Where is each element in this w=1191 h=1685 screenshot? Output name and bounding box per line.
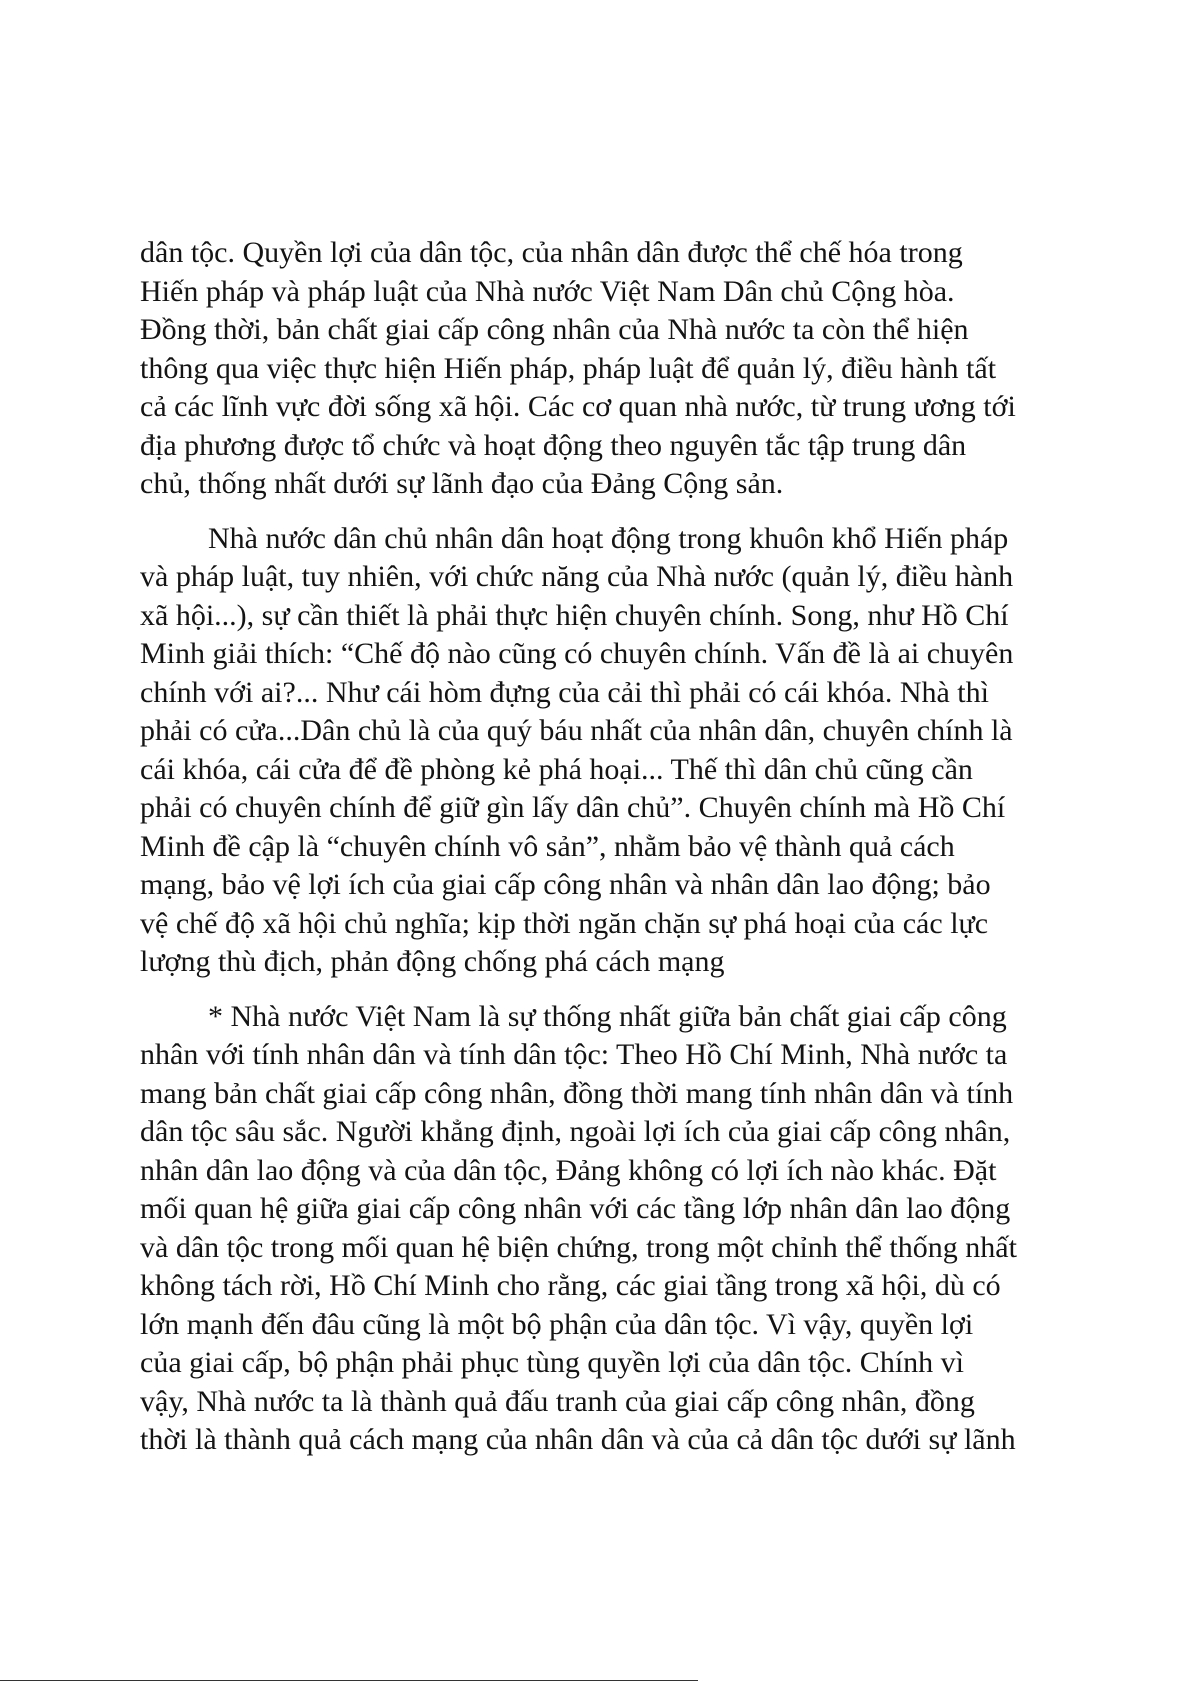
text-line: chính với ai?... Như cái hòm đựng của cải thì phải có cái khóa. Nhà thì <box>140 675 989 709</box>
text-line: Hiến pháp và pháp luật của Nhà nước Việt Nam Dân chủ Cộng hòa. <box>140 274 955 308</box>
text-line: vậy, Nhà nước ta là thành quả đấu tranh của giai cấp công nhân, đồng <box>140 1384 975 1418</box>
text-line: mạng, bảo vệ lợi ích của giai cấp công nhân và nhân dân lao động; bảo <box>140 868 991 901</box>
paragraph-1 <box>140 234 1060 504</box>
text-line: xã hội...), sự cần thiết là phải thực hiện chuyên chính. Song, như Hồ Chí <box>140 598 1009 632</box>
text-line: vệ chế độ xã hội chủ nghĩa; kịp thời ngăn chặn sự phá hoại của các lực <box>140 906 989 940</box>
text-line: nhân với tính nhân dân và tính dân tộc: Theo Hồ Chí Minh, Nhà nước ta <box>140 1038 1008 1071</box>
text-line: và dân tộc trong mối quan hệ biện chứng, trong một chỉnh thể thống nhất <box>140 1230 1017 1264</box>
paragraph-spacer <box>140 504 1060 520</box>
text-line: cả các lĩnh vực đời sống xã hội. Các cơ quan nhà nước, từ trung ương tới <box>140 390 1016 423</box>
text-line: mang bản chất giai cấp công nhân, đồng thời mang tính nhân dân và tính <box>140 1076 1014 1110</box>
text-line: dân tộc sâu sắc. Người khẳng định, ngoài lợi ích của giai cấp công nhân, <box>140 1115 1011 1148</box>
text-line: địa phương được tổ chức và hoạt động theo nguyên tắc tập trung dân <box>140 428 967 462</box>
text-line: phải có cửa...Dân chủ là của quý báu nhất của nhân dân, chuyên chính là <box>140 714 1013 747</box>
text-line: * Nhà nước Việt Nam là sự thống nhất giữa bản chất giai cấp công <box>208 999 1007 1033</box>
paragraph-3 <box>140 998 1060 1460</box>
text-line: thông qua việc thực hiện Hiến pháp, pháp luật để quản lý, điều hành tất <box>140 351 997 385</box>
footer-divider-segment <box>596 1680 698 1681</box>
text-line: nhân dân lao động và của dân tộc, Đảng không có lợi ích nào khác. Đặt <box>140 1153 997 1187</box>
text-line: Nhà nước dân chủ nhân dân hoạt động trong khuôn khổ Hiến pháp <box>208 521 1009 555</box>
body-text <box>140 234 1060 1460</box>
text-line: không tách rời, Hồ Chí Minh cho rằng, các giai tầng trong xã hội, dù có <box>140 1269 1001 1302</box>
text-line: phải có chuyên chính để giữ gìn lấy dân chủ”. Chuyên chính mà Hồ Chí <box>140 791 1006 824</box>
text-line: lớn mạnh đến đâu cũng là một bộ phận của dân tộc. Vì vậy, quyền lợi <box>140 1307 974 1341</box>
paragraph-2 <box>140 520 1060 982</box>
text-line: Minh giải thích: “Chế độ nào cũng có chuyên chính. Vấn đề là ai chuyên <box>140 637 1014 670</box>
text-line: dân tộc. Quyền lợi của dân tộc, của nhân dân được thể chế hóa trong <box>140 236 963 269</box>
text-line: và pháp luật, tuy nhiên, với chức năng của Nhà nước (quản lý, điều hành <box>140 560 1014 593</box>
text-line: Đồng thời, bản chất giai cấp công nhân của Nhà nước ta còn thể hiện <box>140 313 969 346</box>
text-line: thời là thành quả cách mạng của nhân dân và của cả dân tộc dưới sự lãnh <box>140 1423 1016 1456</box>
text-line: của giai cấp, bộ phận phải phục tùng quyền lợi của dân tộc. Chính vì <box>140 1346 964 1379</box>
text-line: Minh đề cập là “chuyên chính vô sản”, nhằm bảo vệ thành quả cách <box>140 829 955 863</box>
text-line: chủ, thống nhất dưới sự lãnh đạo của Đảng Cộng sản. <box>140 467 784 500</box>
footer-divider <box>0 1680 600 1681</box>
text-line: lượng thù địch, phản động chống phá cách mạng <box>140 945 725 978</box>
text-line: cái khóa, cái cửa để đề phòng kẻ phá hoại... Thế thì dân chủ cũng cần <box>140 752 973 786</box>
paragraph-spacer <box>140 982 1060 998</box>
text-line: mối quan hệ giữa giai cấp công nhân với các tầng lớp nhân dân lao động <box>140 1192 1011 1225</box>
